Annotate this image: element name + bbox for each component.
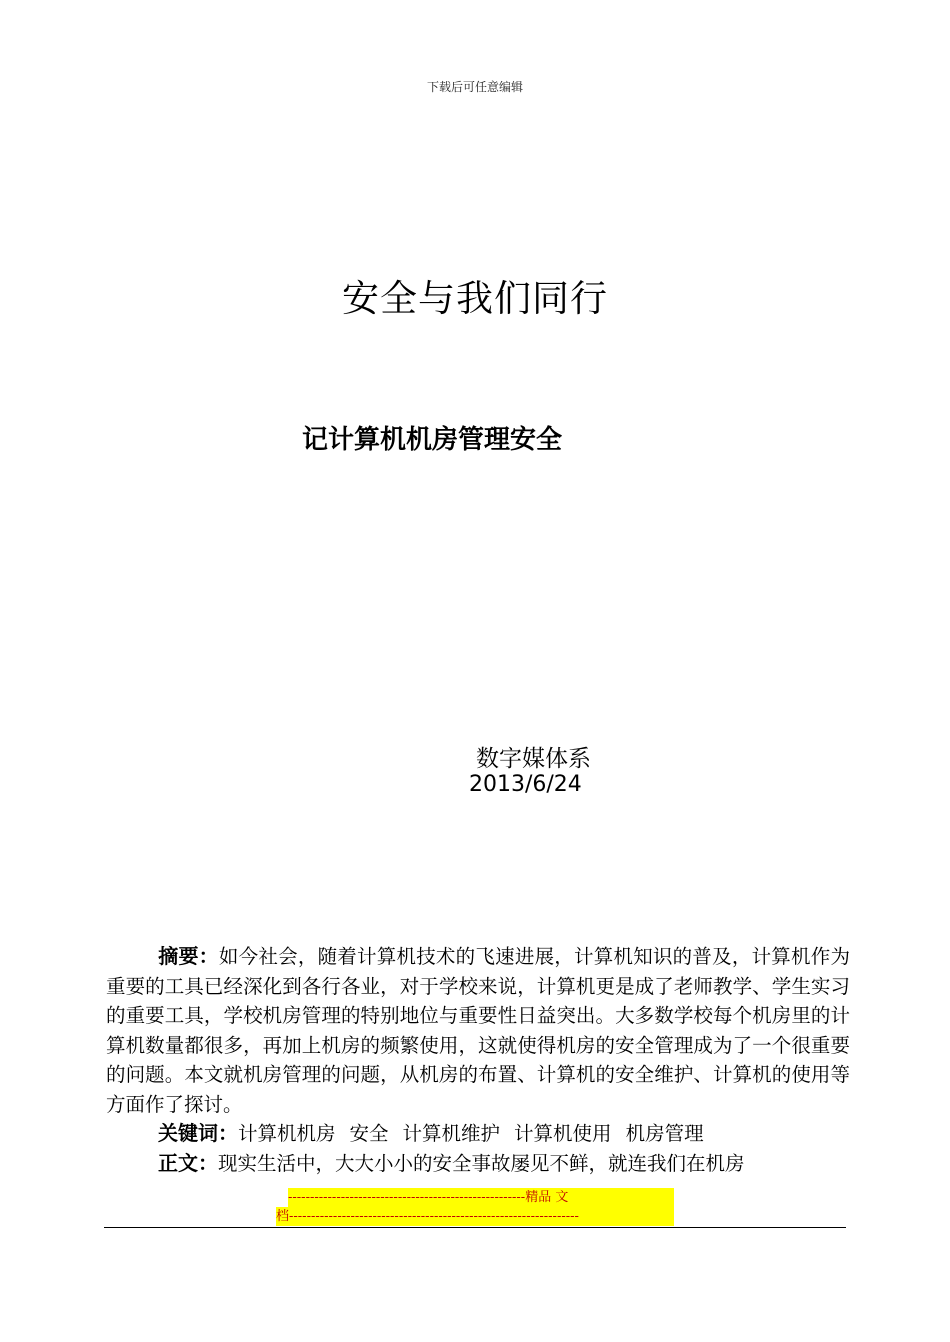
abstract-text: 如今社会，随着计算机技术的飞速进展，计算机知识的普及，计算机作为重要的工具已经深化到各行各业，对于学校来说，计算机更是成了老师教学、学生实习的重要工具，学校机房管理的特别地位与重要性日益突出。大多数学校每个机房里的计算机数量都很多，再加上机房的频繁使用，这就使得机房的安全管理成为了一个很重要的问题。本文就机房管理的问题，从机房的布置、计算机的安全维护、计算机的使用等方面作了探讨。 [106, 945, 850, 1116]
keyword-item: 计算机机房 [238, 1122, 336, 1145]
footer-divider [104, 1227, 846, 1228]
document-title: 安全与我们同行 [342, 277, 608, 320]
abstract-label: 摘要： [158, 944, 219, 968]
keyword-item: 安全 [349, 1122, 389, 1145]
body-paragraph [106, 1149, 850, 1179]
keyword-item: 计算机维护 [402, 1122, 501, 1145]
body-label: 正文： [158, 1150, 218, 1175]
department-name: 数字媒体系 [476, 746, 591, 772]
document-subtitle: 记计算机机房管理安全 [302, 425, 563, 455]
document-body [106, 942, 850, 1178]
keyword-item: 计算机使用 [514, 1122, 612, 1145]
header-note: 下载后可任意编辑 [426, 80, 523, 94]
keywords-paragraph [106, 1119, 850, 1149]
body-text: 现实生活中，大大小小的安全事故屡见不鲜，就连我们在机房 [218, 1151, 745, 1175]
keyword-item: 机房管理 [625, 1122, 704, 1145]
footer-banner [276, 1188, 676, 1226]
abstract-paragraph [106, 942, 850, 1119]
footer-banner-line: 档------------------------------------------------------------------ [276, 1207, 674, 1226]
document-date: 2013/6/24 [469, 772, 582, 797]
footer-banner-line: ------------------------------------------------------精品 文 [288, 1188, 674, 1207]
keywords-label: 关键词： [158, 1121, 238, 1145]
